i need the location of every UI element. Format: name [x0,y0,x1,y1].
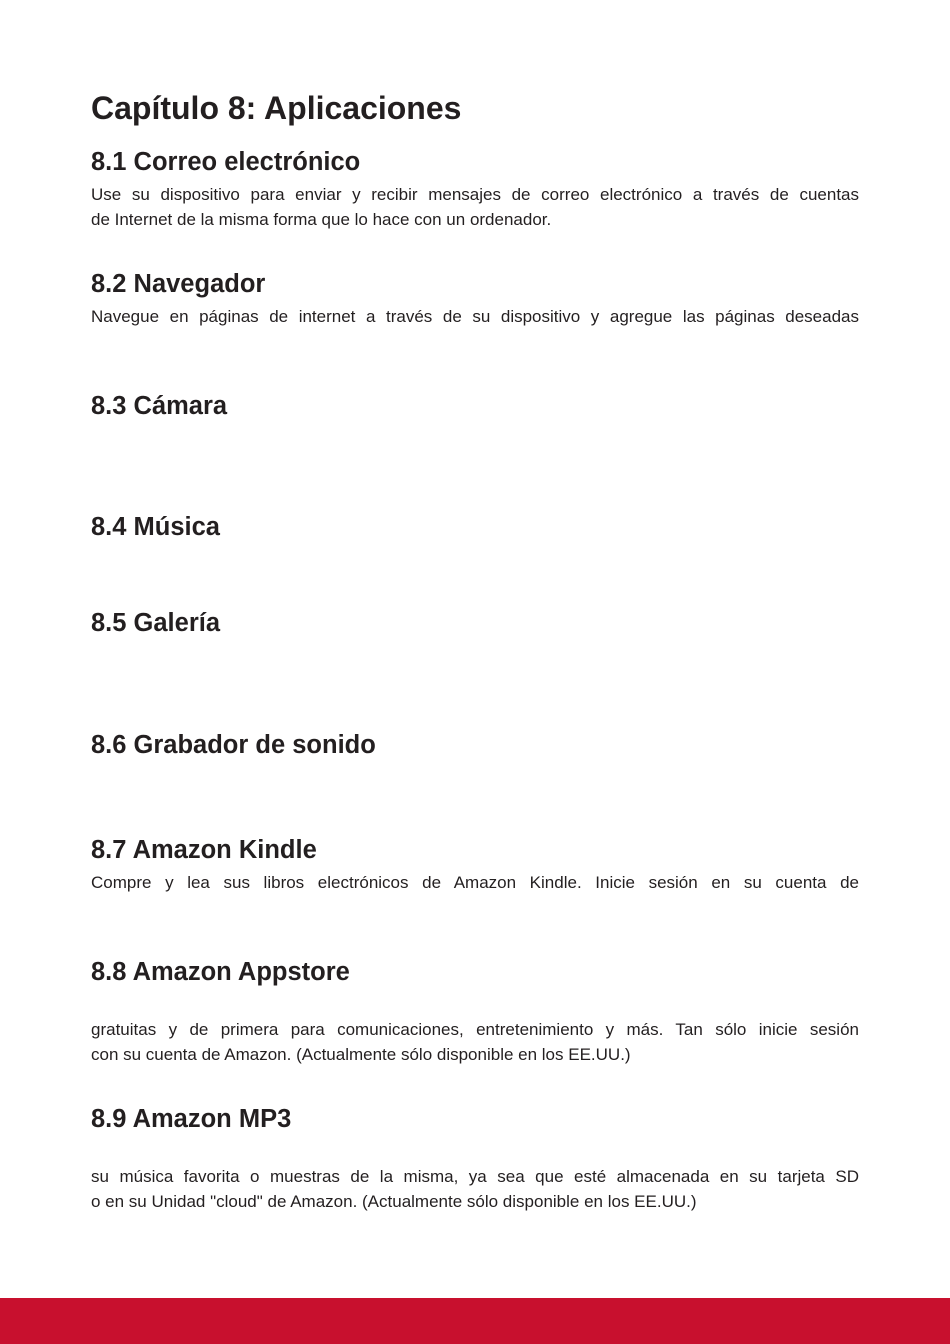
section-heading-mp3: 8.9 Amazon MP3 [91,1105,292,1133]
section-body-navegador [91,304,859,329]
body-line: con su cuenta de Amazon. (Actualmente sólo disponible en los EE.UU.) [91,1045,631,1064]
section-body-mp3 [91,1164,859,1214]
section-heading-musica: 8.4 Música [91,513,220,541]
body-line: su música favorita o muestras de la misma, ya sea que esté almacenada en su tarjeta SD [91,1167,859,1186]
section-body-appstore [91,1017,859,1067]
footer-bar [0,1298,950,1344]
section-heading-galeria: 8.5 Galería [91,609,221,637]
section-heading-camara: 8.3 Cámara [91,392,228,420]
body-line: Use su dispositivo para enviar y recibir mensajes de correo electrónico a través de cuentas [91,185,859,204]
section-body-correo [91,182,859,232]
section-heading-appstore: 8.8 Amazon Appstore [91,958,350,986]
body-line: gratuitas y de primera para comunicaciones, entretenimiento y más. Tan sólo inicie sesión [91,1020,859,1039]
chapter-title: Capítulo 8: Aplicaciones [91,90,462,126]
body-line: o en su Unidad "cloud" de Amazon. (Actualmente sólo disponible en los EE.UU.) [91,1192,697,1211]
section-body-kindle [91,870,859,895]
body-line: Compre y lea sus libros electrónicos de Amazon Kindle. Inicie sesión en su cuenta de [91,873,859,892]
body-line: de Internet de la misma forma que lo hace con un ordenador. [91,210,552,229]
section-heading-navegador: 8.2 Navegador [91,270,266,298]
body-line: Navegue en páginas de internet a través de su dispositivo y agregue las páginas deseadas [91,307,859,326]
section-heading-kindle: 8.7 Amazon Kindle [91,836,317,864]
section-heading-grabador: 8.6 Grabador de sonido [91,731,376,759]
section-heading-correo: 8.1 Correo electrónico [91,148,361,176]
